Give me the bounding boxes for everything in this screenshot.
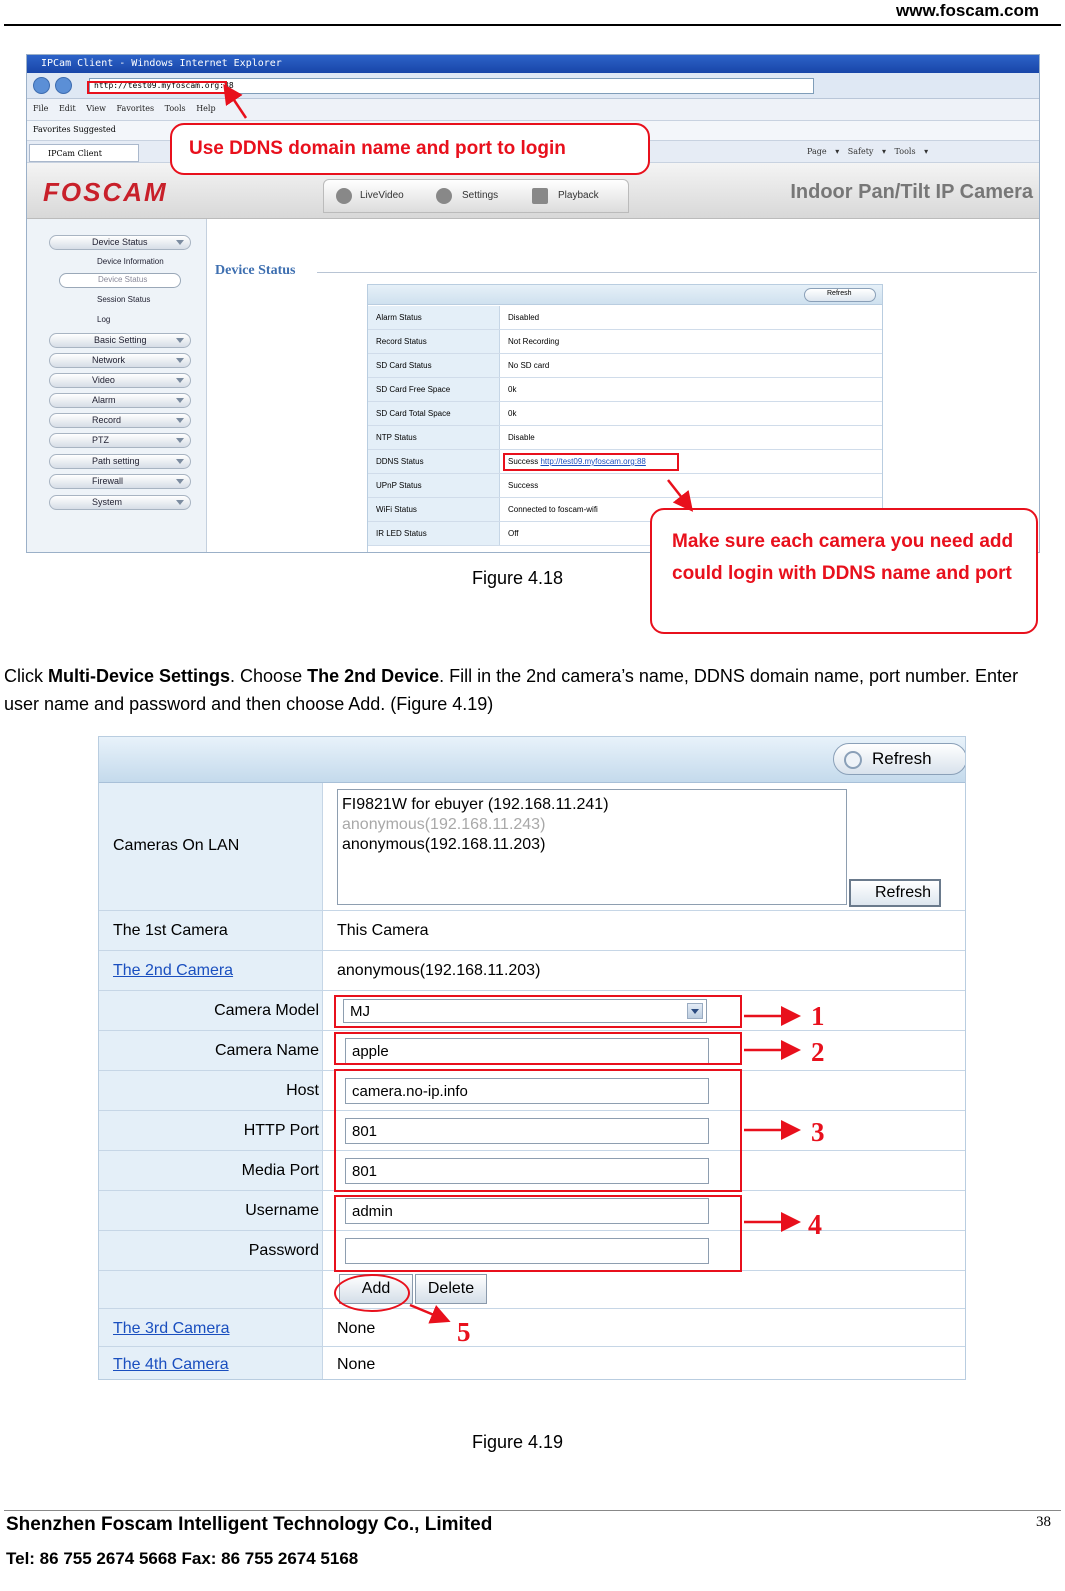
fourth-camera-value: None — [337, 1356, 376, 1373]
app-tabs — [323, 179, 629, 213]
table-row — [368, 426, 882, 450]
table-row — [368, 306, 882, 330]
sidebar-item-alarm[interactable]: Alarm — [49, 393, 191, 408]
row-label: SD Card Total Space — [368, 402, 500, 425]
callout-login: Use DDNS domain name and port to login — [170, 123, 650, 175]
sidebar-item-record[interactable]: Record — [49, 413, 191, 428]
http-port-input[interactable]: 801 — [345, 1118, 709, 1144]
highlight-box-2 — [334, 1032, 742, 1065]
footer-rule — [4, 1510, 1061, 1511]
row-label: UPnP Status — [368, 474, 500, 497]
selected-value: MJ — [350, 1003, 370, 1020]
refresh-button[interactable] — [833, 743, 966, 775]
list-item[interactable]: anonymous(192.168.11.243) — [342, 816, 546, 833]
text: . Choose — [230, 666, 308, 686]
sidebar-item-device-status[interactable]: Device Status — [49, 235, 191, 250]
row-value: Off — [508, 529, 519, 538]
tab-playback[interactable]: Playback — [558, 190, 599, 201]
table-row — [368, 402, 882, 426]
ie-menu-bar[interactable]: File Edit View Favorites Tools Help — [27, 99, 1040, 121]
camera-model-label: Camera Model — [99, 991, 323, 1030]
sidebar-sub-device-information[interactable]: Device Information — [97, 257, 164, 266]
table-header — [99, 737, 965, 783]
figure-caption: Figure 4.18 — [472, 568, 564, 588]
delete-button[interactable]: Delete — [415, 1274, 487, 1304]
step-number: 4 — [808, 1210, 822, 1241]
row-value: Connected to foscam-wifi — [508, 505, 598, 514]
second-camera-link[interactable]: The 2nd Camera — [113, 962, 234, 979]
row-label: IR LED Status — [368, 522, 500, 545]
row-value: 0k — [508, 385, 517, 394]
page-number: 38 — [1036, 1514, 1051, 1530]
address-input[interactable]: http://test09.myfoscam.org:88 — [89, 78, 814, 94]
ie-title-bar: IPCam Client - Windows Internet Explorer — [27, 55, 1040, 73]
highlight-box-4 — [334, 1195, 742, 1272]
row-value: Disable — [508, 433, 535, 442]
http-port-label: HTTP Port — [99, 1111, 323, 1150]
lan-camera-list[interactable] — [337, 789, 847, 905]
bold-term: Multi-Device Settings — [48, 666, 231, 686]
row-label: SD Card Free Space — [368, 378, 500, 401]
footer-company: Shenzhen Foscam Intelligent Technology Co., Limited — [6, 1514, 493, 1535]
table-row — [368, 330, 882, 354]
second-camera-label[interactable] — [99, 951, 323, 990]
button-label: Refresh — [872, 749, 932, 768]
text: . Fill in the 2nd camera’s name, DDNS domain name, port number. Enter user name and password and then choose Add. (Figure 4.19) — [4, 666, 1019, 714]
playback-icon — [532, 188, 548, 204]
camera-name-input[interactable]: apple — [345, 1038, 709, 1064]
back-icon[interactable] — [33, 77, 50, 94]
first-camera-label: The 1st Camera — [99, 911, 323, 950]
step-number: 5 — [457, 1317, 471, 1347]
ddns-highlight — [503, 453, 679, 471]
row-value: 0k — [508, 409, 517, 418]
row-value: No SD card — [508, 361, 550, 370]
gear-icon — [436, 188, 452, 204]
device-status-heading: Device Status — [215, 263, 296, 278]
sidebar-sub-log[interactable]: Log — [97, 315, 111, 324]
row-label: NTP Status — [368, 426, 500, 449]
foscam-logo: FOSCAM — [43, 177, 168, 207]
ddns-link[interactable]: http://test09.myfoscam.org:88 — [540, 457, 646, 466]
table-row — [368, 474, 882, 498]
footer-contact: Tel: 86 755 2674 5668 Fax: 86 755 2674 5168 — [6, 1549, 359, 1568]
media-port-input[interactable]: 801 — [345, 1158, 709, 1184]
button-row-label — [99, 1271, 323, 1308]
row-value: Success — [508, 481, 539, 490]
second-camera-value: anonymous(192.168.11.203) — [337, 962, 541, 979]
site-url: www.foscam.com — [896, 1, 1039, 20]
settings-sidebar — [27, 219, 207, 553]
row-label: SD Card Status — [368, 354, 500, 377]
table-row — [99, 1309, 965, 1347]
instruction-paragraph — [4, 662, 1054, 718]
sidebar-item-ptz[interactable]: PTZ — [49, 433, 191, 448]
table-header — [368, 285, 882, 305]
host-label: Host — [99, 1071, 323, 1110]
table-row — [99, 1271, 965, 1309]
third-camera-label[interactable] — [99, 1309, 323, 1346]
step-number: 3 — [811, 1117, 825, 1147]
step-number: 2 — [811, 1037, 825, 1067]
address-highlight — [87, 81, 227, 94]
row-label: WiFi Status — [368, 498, 500, 521]
tab-settings[interactable]: Settings — [462, 190, 499, 201]
header-rule — [4, 24, 1061, 26]
row-label: Record Status — [368, 330, 500, 353]
third-camera-link[interactable]: The 3rd Camera — [113, 1320, 230, 1337]
media-port-label: Media Port — [99, 1151, 323, 1190]
host-input[interactable]: camera.no-ip.info — [345, 1078, 709, 1104]
callout-check: Make sure each camera you need add could login with DDNS name and port — [650, 508, 1038, 634]
lan-refresh-button[interactable]: Refresh — [849, 879, 941, 907]
camera-title: Indoor Pan/Tilt IP Camera — [790, 181, 1033, 203]
tab-live-video[interactable]: LiveVideo — [360, 190, 404, 201]
table-row — [99, 1347, 965, 1380]
figure-caption: Figure 4.19 — [472, 1432, 564, 1452]
camera-name-label: Camera Name — [99, 1031, 323, 1070]
fourth-camera-label[interactable] — [99, 1347, 323, 1380]
step-number: 1 — [811, 1001, 825, 1031]
sidebar-item-basic-setting[interactable]: Basic Setting — [49, 333, 191, 348]
live-video-icon — [336, 188, 352, 204]
ie-command-bar[interactable]: Page ▾ Safety ▾ Tools ▾ — [807, 147, 929, 156]
refresh-button[interactable]: Refresh — [804, 288, 876, 302]
sidebar-item-system[interactable]: System — [49, 495, 191, 510]
row-value: Not Recording — [508, 337, 560, 346]
heading-rule — [317, 272, 1037, 273]
forward-icon[interactable] — [55, 77, 72, 94]
tab-ipcam-client[interactable]: IPCam Client — [29, 144, 139, 162]
ddns-status-text: Success — [508, 457, 539, 466]
refresh-icon — [844, 751, 862, 769]
password-label: Password — [99, 1231, 323, 1270]
first-camera-value: This Camera — [337, 922, 429, 939]
bold-term: The 2nd Device — [307, 666, 440, 686]
row-label: Alarm Status — [368, 306, 500, 329]
ie-favorites-bar[interactable]: Favorites Suggested — [27, 121, 1040, 141]
sidebar-item-path-setting[interactable]: Path setting — [49, 454, 191, 469]
row-label: DDNS Status — [368, 450, 500, 473]
username-label: Username — [99, 1191, 323, 1230]
text: Click — [4, 666, 48, 686]
cameras-on-lan-label: Cameras On LAN — [99, 783, 323, 910]
table-row — [99, 783, 965, 911]
table-row — [368, 378, 882, 402]
username-input[interactable]: admin — [345, 1198, 709, 1224]
highlight-box-1 — [334, 995, 742, 1028]
table-row — [99, 951, 965, 991]
list-item[interactable]: anonymous(192.168.11.203) — [342, 836, 546, 853]
table-row — [99, 911, 965, 951]
table-row — [368, 354, 882, 378]
third-camera-value: None — [337, 1320, 376, 1337]
sidebar-sub-device-status[interactable]: Device Status — [59, 273, 181, 288]
sidebar-item-video[interactable]: Video — [49, 373, 191, 388]
row-value: Disabled — [508, 313, 540, 322]
fourth-camera-link[interactable]: The 4th Camera — [113, 1356, 229, 1373]
sidebar-item-firewall[interactable]: Firewall — [49, 474, 191, 489]
add-button[interactable]: Add — [339, 1274, 413, 1304]
sidebar-item-network[interactable]: Network — [49, 353, 191, 368]
highlight-box-3 — [334, 1069, 742, 1192]
sidebar-sub-session-status[interactable]: Session Status — [97, 295, 151, 304]
list-item[interactable]: FI9821W for ebuyer (192.168.11.241) — [342, 796, 609, 813]
highlight-circle-5 — [334, 1274, 410, 1312]
